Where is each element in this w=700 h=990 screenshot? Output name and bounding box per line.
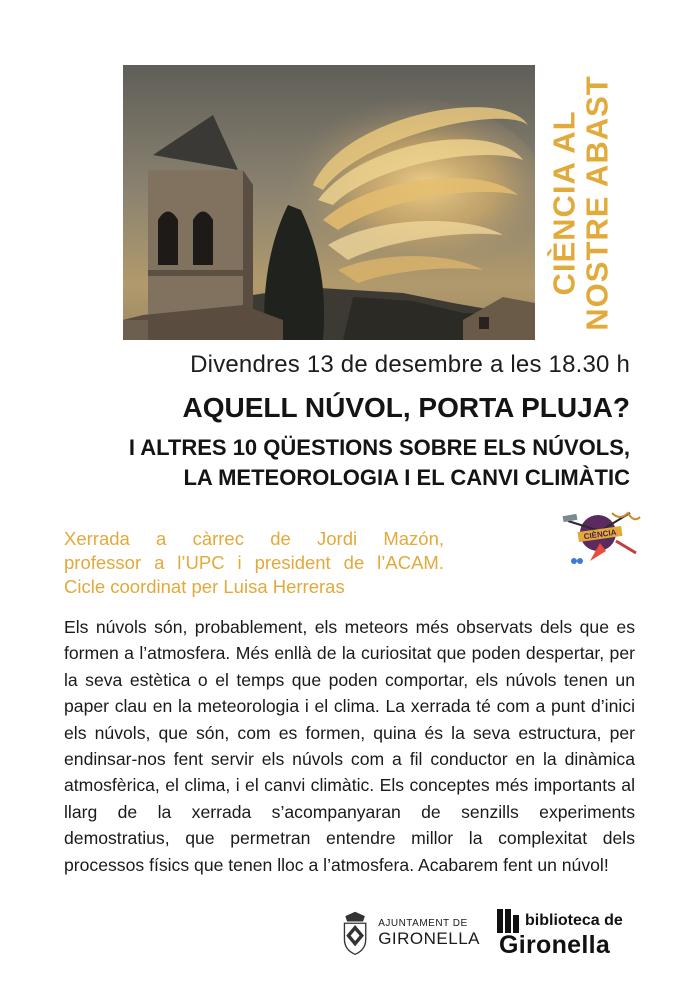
- series-title-line1: CIÈNCIA AL: [547, 109, 583, 296]
- biblioteca-line2: Gironella: [499, 931, 611, 959]
- speaker-line1: Xerrada a càrrec de Jordi Mazón,: [64, 528, 444, 549]
- logo-text: CIÈNCIA: [583, 527, 617, 542]
- library-books-icon: [497, 909, 519, 933]
- subhead-line1: I ALTRES 10 QÜESTIONS SOBRE ELS NÚVOLS,: [128, 435, 630, 460]
- biblioteca-line1: biblioteca de: [525, 912, 623, 929]
- coat-of-arms-icon: [340, 908, 370, 958]
- coordinator-line: Cicle coordinat per Luisa Herreras: [64, 576, 345, 597]
- series-title: [536, 65, 626, 340]
- event-description: Els núvols són, probablement, els meteors més observats dels que es formen a l’atmosfera. Més enllà de la curiositat que poden despertar, per la seva estètica o el temps que poden comportar, els núvols tenen un paper clau en la meteorologia i el clima. La xerrada té com a punt d’inici els núvols, que són, com es formen, quina és la seva estructura, per endinsar-nos fent servir els núvols com a fil conductor en la dinàmica atmosfèrica, el clima, i el canvi climàtic. Els conceptes més importants al llarg de la xerrada s’acompanyaran de senzills experiments demostratius, que permetran entendre millor la complexitat dels processos físics que tenen lloc a l’atmosfera. Acabarem fent un núvol!: [64, 617, 635, 875]
- church-cloud-photo: [123, 65, 535, 340]
- cover-photo: [123, 65, 535, 340]
- event-headline: AQUELL NÚVOL, PORTA PLUJA?: [182, 392, 630, 423]
- ciencia-logo-icon: [560, 503, 642, 569]
- ajuntament-logo: [340, 906, 480, 960]
- speaker-info: [64, 527, 444, 599]
- ajuntament-line1: AJUNTAMENT DE: [378, 917, 468, 929]
- biblioteca-logo: [497, 907, 637, 961]
- event-date: Divendres 13 de desembre a les 18.30 h: [190, 351, 630, 378]
- event-subheadline: [129, 433, 630, 493]
- ajuntament-line2: GIRONELLA: [378, 928, 480, 948]
- ciencia-cycle-logo: [560, 503, 642, 569]
- series-title-line2: NOSTRE ABAST: [580, 74, 616, 331]
- speaker-line2: professor a l’UPC i president de l’ACAM.: [64, 552, 444, 573]
- subhead-line2: LA METEOROLOGIA I EL CANVI CLIMÀTIC: [183, 465, 630, 490]
